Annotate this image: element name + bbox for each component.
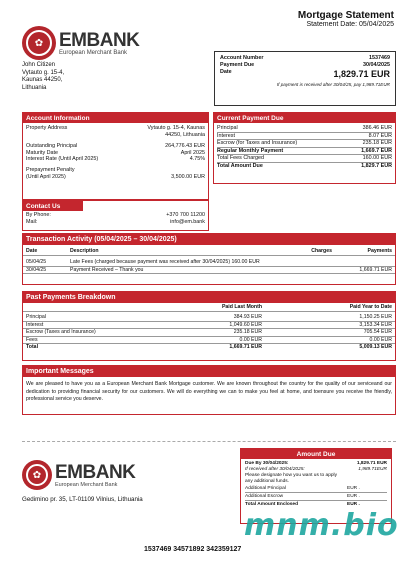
cp-interest-value: 8.07 EUR (368, 132, 392, 139)
bank-name: EMBANK (59, 29, 140, 51)
mail-label: Mail: (26, 218, 38, 225)
watermark: mnm.bio (244, 508, 399, 543)
table-row (23, 344, 395, 351)
additional-principal-label: Additional Principal (245, 486, 286, 491)
messages-body: We are pleased to have you as a European Merchant Bank Mortgage customer. We are known throughout the country for the quality of our serviceand our dedication to providing financial security for our customers. We will do everything we can to make you feel at home, and toensure you receive the friendly, professional service you deserve. (26, 381, 392, 402)
bank-address: Gedimino pr. 35, LT-01109 Vilnius, Lithuania (22, 496, 143, 503)
tx-date: 30/04/25 (26, 266, 47, 273)
bank-name-bottom: EMBANK (55, 461, 136, 483)
pp-label: Interest (26, 321, 44, 328)
logo-emblem-icon: ✿ (22, 26, 56, 60)
transactions-title: Transaction Activity (05/04/2025 – 30/04/2025) (23, 234, 395, 245)
amount-due-title: Amount Due (241, 449, 391, 459)
principal-currency: EUR (347, 486, 358, 491)
cp-escrow-label: Escrow (for Taxes and Insurance) (217, 140, 298, 147)
pp-ytd: 0.00 EUR (369, 336, 392, 343)
customer-name: John Citizen (22, 62, 56, 68)
phone-label: By Phone: (26, 212, 51, 218)
escrow-currency: EUR (347, 494, 358, 499)
pp-label: Principal (26, 314, 46, 320)
property-label: Property Address (26, 125, 68, 131)
past-payments-panel (22, 291, 396, 361)
current-payment-panel (213, 112, 396, 184)
pp-last: 384.93 EUR (233, 314, 262, 320)
total-enclosed-field[interactable]: EUR . (347, 502, 360, 507)
account-reference-line: 1537469 34571892 342359127 (144, 546, 242, 553)
tx-payment: 1,669.71 EUR (359, 266, 392, 273)
maturity-value: April 2025 (180, 149, 205, 156)
customer-line1: Vytauto g. 15-4, (22, 69, 65, 76)
col-paid-ytd: Paid Year to Date (349, 304, 392, 310)
pp-label: Escrow (Taxes and Insurance) (26, 329, 96, 335)
interest-rate-label: Interest Rate (Until April 2025) (26, 156, 99, 163)
total-enclosed-label: Total Amount Enclosed (245, 502, 299, 507)
past-payments-table (23, 304, 395, 351)
outstanding-value: 264,776.43 EUR (165, 143, 205, 150)
pp-total-label: Total (26, 344, 39, 350)
pp-last: 235.18 EUR (233, 329, 262, 335)
messages-title: Important Messages (23, 366, 395, 377)
cp-principal-value: 386.46 EUR (362, 125, 392, 131)
customer-line2: Kaunas 44250, (22, 77, 63, 83)
pp-label: Fees (26, 336, 38, 343)
account-info-panel (22, 112, 209, 200)
tx-payment (335, 259, 395, 266)
contact-panel (22, 200, 209, 231)
transactions-table (23, 248, 395, 274)
cp-principal-label: Principal (217, 125, 238, 131)
transactions-header-row (23, 248, 395, 255)
contact-title: Contact Us (23, 201, 83, 211)
col-date: Date (26, 248, 38, 254)
col-label (23, 304, 175, 311)
customer-address (22, 62, 64, 92)
customer-line3: Lithuania (22, 84, 47, 91)
after-label: If received after 30/04/2025: (245, 467, 305, 472)
due-by-label: Due By 30/04/2025: (245, 461, 289, 466)
logo-emblem-icon: ✿ (22, 460, 52, 490)
current-payment-title: Current Payment Due (214, 113, 395, 123)
cp-interest-label: Interest (217, 132, 235, 139)
table-row (23, 329, 395, 337)
col-charges: Charges (311, 248, 332, 254)
date-label: Date (220, 69, 232, 76)
interest-rate-value: 4.75% (189, 156, 205, 163)
additional-escrow-label: Additional Escrow (245, 494, 284, 499)
statement-date: Statement Date: 05/04/2025 (306, 21, 394, 28)
pp-total-last: 1,669.71 EUR (229, 344, 262, 350)
after-value: 1,989.71EUR (358, 467, 387, 472)
bank-logo-bottom (22, 460, 135, 490)
col-description: Description (70, 248, 99, 254)
due-label: Payment Due (220, 61, 255, 68)
summary-box (214, 51, 396, 106)
total-currency: EUR (347, 502, 358, 507)
account-info-title: Account Information (23, 113, 208, 123)
pp-last: 0.00 EUR (239, 336, 262, 343)
bank-subtitle: European Merchant Bank (59, 49, 128, 56)
mail-value[interactable]: info@em.bank (170, 218, 205, 225)
account-label: Account Number (220, 55, 264, 61)
cp-escrow-value: 235.18 EUR (362, 140, 392, 147)
amount-due-value: 1,829.71 EUR (333, 69, 390, 80)
col-paid-last-month: Paid Last Month (221, 304, 262, 310)
pp-ytd: 705.54 EUR (363, 329, 392, 335)
cp-total-value: 1,829.7 EUR (361, 162, 392, 169)
cp-fees-value: 160.00 EUR (362, 155, 392, 162)
account-value: 1537469 (369, 55, 390, 61)
messages-panel (22, 365, 396, 415)
late-note: If payment is received after 30/04/25, pay 1,989.71EUR (276, 82, 390, 88)
pp-last: 1,049.60 EUR (229, 321, 262, 328)
cp-fees-label: Total Fees Charged (217, 155, 265, 162)
cp-total-label: Total Amount Due (217, 162, 263, 169)
table-row (23, 259, 395, 266)
apply-funds-note: Please designate how you want us to apply any additional funds. (245, 473, 338, 484)
col-payments: Payments (367, 248, 392, 254)
due-by-value: 1,829.71 EUR (356, 461, 387, 466)
additional-principal-field[interactable]: EUR . (347, 486, 360, 491)
due-value: 30/04/2025 (363, 61, 390, 68)
pp-ytd: 3,153.34 EUR (359, 321, 392, 328)
cp-regular-label: Regular Monthly Payment (217, 147, 284, 154)
tx-description: Payment Received – Thank you (70, 266, 144, 273)
pp-ytd: 1,150.25 EUR (359, 314, 392, 320)
pp-total-ytd: 5,009.13 EUR (359, 344, 392, 350)
transactions-panel (22, 233, 396, 285)
penalty-label1: Prepayment Penalty (26, 166, 75, 173)
statement-title: Mortgage Statement (297, 10, 394, 21)
bank-subtitle-bottom: European Merchant Bank (55, 481, 118, 488)
penalty-value: 3,500.00 EUR (171, 173, 205, 180)
table-row (23, 336, 395, 344)
property-value2: 44250, Lithuania (165, 131, 205, 138)
maturity-label: Maturity Date (26, 149, 59, 156)
property-value1: Vytauto g. 15-4, Kaunas (147, 125, 205, 131)
past-payments-title: Past Payments Breakdown (23, 292, 395, 303)
tx-date: 05/04/25 (26, 259, 47, 265)
table-row (23, 314, 395, 321)
tear-line (22, 441, 396, 442)
cp-regular-value: 1,669.7 EUR (361, 147, 392, 154)
outstanding-label: Outstanding Principal (26, 143, 78, 150)
table-row (23, 266, 395, 274)
additional-escrow-field[interactable]: EUR . (347, 494, 360, 499)
penalty-label2: (Until April 2025) (26, 173, 66, 180)
bank-logo (22, 26, 139, 60)
table-row (23, 321, 395, 329)
tx-description: Late Fees (charged because payment was received after 30/04/2025) 160.00 EUR (70, 259, 260, 265)
phone-value[interactable]: +370 700 11200 (166, 212, 205, 218)
